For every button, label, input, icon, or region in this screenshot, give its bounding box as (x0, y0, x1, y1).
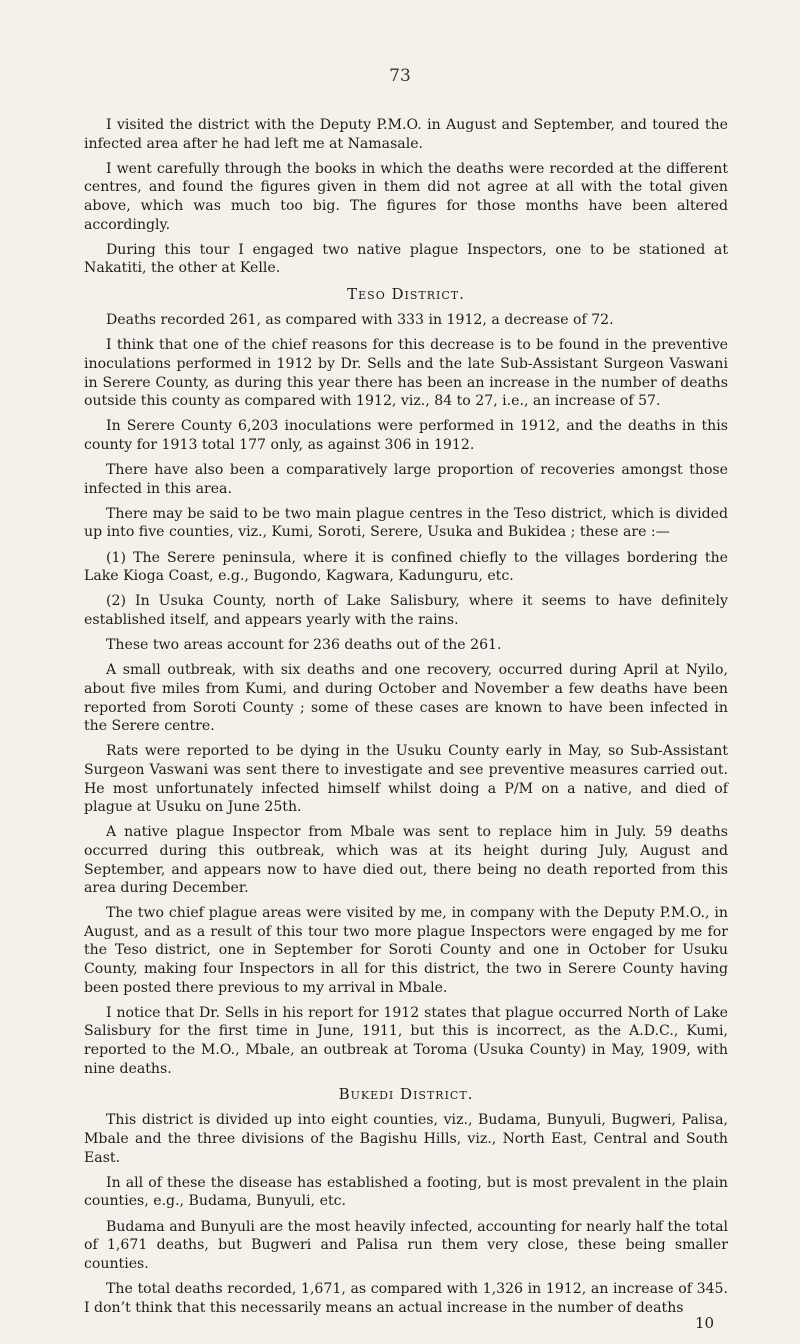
paragraph: The two chief plague areas were visited by me, in company with the Deputy P.M.O., in August, and as a result of this tour two more plague Inspectors were engaged by me for the Teso district, one in September for Soroti County and one in October for Usuku County, making four Inspectors in all for this district, the two in Serere County having been posted there previous to my arrival in Mbale. (84, 905, 728, 996)
paragraph: A native plague Inspector from Mbale was sent to replace him in July. 59 deaths occurred during this outbreak, which was at its height during July, August and September, and appears now to have died out, there being no death reported from this area during December. (84, 824, 728, 897)
paragraph: I notice that Dr. Sells in his report for 1912 states that plague occurred North of Lake Salisbury for the first time in June, 1911, but this is incorrect, as the A.D.C., Kumi, reported to the M.O., Mbale, an outbreak at Toroma (Usuka County) in May, 1909, with nine deaths. (84, 1004, 728, 1077)
section-heading-bukedi: Bukedi District. (338, 1084, 474, 1103)
paragraph: I visited the district with the Deputy P.M.O. in August and September, and toured the infected area after he had left me at Namasale. (84, 117, 728, 152)
paragraph: I think that one of the chief reasons for this decrease is to be found in the preventive inoculations performed in 1912 by Dr. Sells and the late Sub-Assistant Surgeon Vaswani in Serere County, as during this year there has been an increase in the number of deaths outside this county as compared with 1912, viz., 84 to 27, i.e., an increase of 57. (84, 337, 728, 410)
page-number: 73 (389, 66, 411, 86)
list-item: (2) In Usuka County, north of Lake Salisbury, where it seems to have definitely established itself, and appears yearly with the rains. (84, 593, 728, 628)
paragraph: In Serere County 6,203 inoculations were performed in 1912, and the deaths in this county for 1913 total 177 only, as against 306 in 1912. (84, 418, 728, 453)
paragraph: There may be said to be two main plague centres in the Teso district, which is divided up into five counties, viz., Kumi, Soroti, Serere, Usuka and Bukidea ; these are :— (84, 505, 728, 541)
paragraph: These two areas account for 236 deaths out of the 261. (106, 637, 502, 654)
list-item: (1) The Serere peninsula, where it is confined chiefly to the villages bordering the Lake Kioga Coast, e.g., Bugondo, Kagwara, Kadunguru, etc. (84, 549, 728, 585)
paragraph: This district is divided up into eight counties, viz., Budama, Bunyuli, Bugweri, Palisa, Mbale and the three divisions of the Bagishu Hills, viz., North East, Central and South East. (84, 1112, 728, 1166)
paragraph: During this tour I engaged two native plague Inspectors, one to be stationed at Nakatiti, the other at Kelle. (84, 241, 728, 277)
paragraph: In all of these the disease has established a footing, but is most prevalent in the plain counties, e.g., Budama, Bunyuli, etc. (84, 1174, 728, 1210)
paragraph: There have also been a comparatively large proportion of recoveries amongst those infected in this area. (84, 462, 728, 497)
signature-mark: 10 (695, 1314, 715, 1332)
paragraph: Budama and Bunyuli are the most heavily infected, accounting for nearly half the total of 1,671 deaths, but Bugweri and Palisa run them very close, these being smaller counties. (84, 1218, 728, 1272)
paragraph: I went carefully through the books in which the deaths were recorded at the different centres, and found the figures given in them did not agree at all with the total given above, which was much too big. The figures for those months have been altered accordingly. (84, 160, 728, 233)
paragraph: Deaths recorded 261, as compared with 333 in 1912, a decrease of 72. (106, 312, 614, 329)
body-text (84, 116, 728, 1324)
paragraph: Rats were reported to be dying in the Usuku County early in May, so Sub-Assistant Surgeon Vaswani was sent there to investigate and see preventive measures carried out. He most unfortunately infected himself whilst doing a P/M on a native, and died of plague at Usuku on June 25th. (84, 743, 728, 816)
section-heading-teso: Teso District. (347, 284, 465, 303)
paragraph: A small outbreak, with six deaths and one recovery, occurred during April at Nyilo, about five miles from Kumi, and during October and November a few deaths have been reported from Soroti County ; some of these cases are known to have been infected in the Serere centre. (84, 662, 728, 735)
paragraph: The total deaths recorded, 1,671, as compared with 1,326 in 1912, an increase of 345. I don’t think that this necessarily means an actual increase in the number of deaths (84, 1280, 728, 1316)
